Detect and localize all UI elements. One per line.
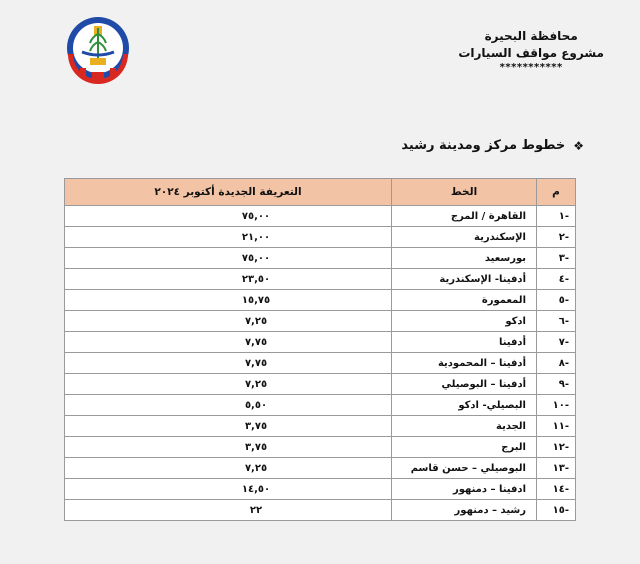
row-price: ٥,٥٠ [65,395,392,416]
row-num: -٢ [537,227,576,248]
row-num: -١٢ [537,437,576,458]
row-num: -٤ [537,269,576,290]
row-price: ٢٣,٥٠ [65,269,392,290]
row-line: رشيد – دمنهور [392,500,537,521]
row-price: ٧,٢٥ [65,458,392,479]
row-price: ١٤,٥٠ [65,479,392,500]
table-row [65,437,576,458]
row-line: ادكو [392,311,537,332]
row-num: -١١ [537,416,576,437]
table-header-row [65,179,576,206]
row-num: -٦ [537,311,576,332]
row-price: ٧,٧٥ [65,353,392,374]
row-price: ١٥,٧٥ [65,290,392,311]
table-row [65,332,576,353]
row-line: البرج [392,437,537,458]
table-body [65,206,576,521]
row-price: ٧,٢٥ [65,311,392,332]
row-line: البوصيلي – حسن قاسم [392,458,537,479]
row-line: الإسكندرية [392,227,537,248]
row-price: ٣,٧٥ [65,437,392,458]
row-line: ادفينا – دمنهور [392,479,537,500]
row-line: القاهرة / المرج [392,206,537,227]
section-title [401,138,584,153]
row-line: أدفينا- الإسكندرية [392,269,537,290]
row-num: -٧ [537,332,576,353]
row-num: -١٣ [537,458,576,479]
row-price: ٢١,٠٠ [65,227,392,248]
section-title-text: خطوط مركز ومدينة رشيد [401,138,566,153]
row-line: أدفينا – البوصيلي [392,374,537,395]
header-block [458,28,604,74]
row-price: ٧٥,٠٠ [65,206,392,227]
row-line: أدفينا [392,332,537,353]
table-row [65,290,576,311]
table-row [65,458,576,479]
table-row [65,416,576,437]
routes-table [64,178,576,521]
row-num: -٨ [537,353,576,374]
table-row [65,206,576,227]
project-name: مشروع مواقف السيارات [458,46,604,60]
row-line: البصيلي- ادكو [392,395,537,416]
governorate-logo [62,14,134,86]
row-price: ٣,٧٥ [65,416,392,437]
header-line: الخط [392,179,537,206]
row-price: ٧,٢٥ [65,374,392,395]
row-price: ٧,٧٥ [65,332,392,353]
table-row [65,353,576,374]
row-num: -١٠ [537,395,576,416]
header-num: م [537,179,576,206]
row-line: الجدية [392,416,537,437]
row-num: -١٥ [537,500,576,521]
row-num: -٥ [537,290,576,311]
table-row [65,500,576,521]
row-line: أدفينا – المحمودية [392,353,537,374]
table-row [65,374,576,395]
row-num: -٩ [537,374,576,395]
table-row [65,311,576,332]
row-price: ٢٢ [65,500,392,521]
row-line: بورسعيد [392,248,537,269]
header-stars: *********** [499,62,563,73]
table-row [65,269,576,290]
row-num: -١٤ [537,479,576,500]
row-line: المعمورة [392,290,537,311]
table-row [65,395,576,416]
diamond-bullet-icon: ❖ [573,138,584,153]
row-num: -١ [537,206,576,227]
table-row [65,248,576,269]
row-num: -٣ [537,248,576,269]
governorate-name: محافظة البحيرة [484,29,578,43]
table-row [65,227,576,248]
row-price: ٧٥,٠٠ [65,248,392,269]
table-row [65,479,576,500]
header-price: التعريفة الجديدة أكتوبر ٢٠٢٤ [65,179,392,206]
